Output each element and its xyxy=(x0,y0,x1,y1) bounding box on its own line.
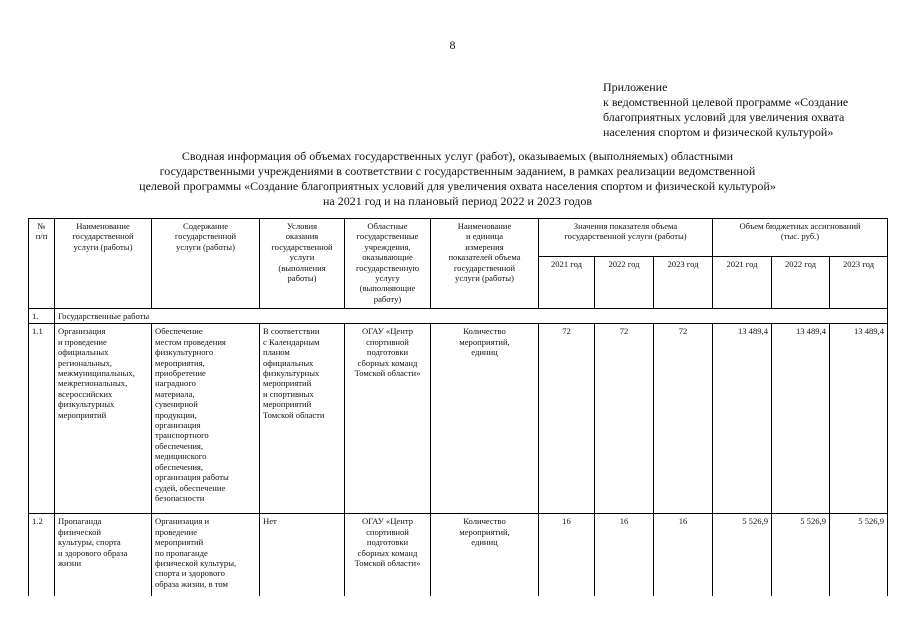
header-conditions: Условия оказания государственной услуги (выполнения работы) xyxy=(260,219,345,309)
row-value-2023: 16 xyxy=(654,514,713,596)
row-num: 1.1 xyxy=(29,324,55,514)
row-budget-2021: 5 526,9 xyxy=(713,514,772,596)
header-service-content: Содержание государственной услуги (работы) xyxy=(152,219,260,309)
section-row xyxy=(29,309,888,324)
row-budget-2022: 13 489,4 xyxy=(772,324,830,514)
header-values-group: Значения показателя объема государственной услуги (работы) xyxy=(539,219,713,257)
header-year: 2021 год xyxy=(713,257,772,309)
row-budget-2021: 13 489,4 xyxy=(713,324,772,514)
header-year: 2022 год xyxy=(772,257,830,309)
header-indicator: Наименование и единица измерения показателей объема государственной услуги (работы) xyxy=(431,219,539,309)
header-service-name: Наименование государственной услуги (работы) xyxy=(55,219,152,309)
appendix-note xyxy=(603,80,848,140)
header-institutions: Областные государственные учреждения, оказывающие государственную услугу (выполняющие работу) xyxy=(345,219,431,309)
row-indicator: Количество мероприятий, единиц xyxy=(431,514,539,596)
services-table xyxy=(28,218,888,596)
document-title xyxy=(40,149,875,209)
appendix-line: Приложение xyxy=(603,80,668,94)
row-budget-2023: 5 526,9 xyxy=(830,514,888,596)
header-year: 2023 год xyxy=(654,257,713,309)
row-value-2023: 72 xyxy=(654,324,713,514)
row-budget-2022: 5 526,9 xyxy=(772,514,830,596)
header-year: 2021 год xyxy=(539,257,595,309)
row-service-name: Пропаганда физической культуры, спорта и здорового образа жизни xyxy=(55,514,152,596)
title-line: на 2021 год и на плановый период 2022 и 2023 годов xyxy=(322,194,592,208)
row-value-2022: 72 xyxy=(595,324,654,514)
title-line: Сводная информация об объемах государственных услуг (работ), оказываемых (выполняемых) областными xyxy=(181,149,734,163)
row-service-content: Организация и проведение мероприятий по пропаганде физической культуры, спорта и здорового образа жизни, в том xyxy=(152,514,260,596)
row-service-content: Обеспечение местом проведения физкультурного мероприятия, приобретение наградного материала, сувенирной продукции, организация транспортного обеспечения, медицинского обеспечения, организация работы судей, обеспечение безопасности xyxy=(152,324,260,514)
row-value-2022: 16 xyxy=(595,514,654,596)
row-institution: ОГАУ «Центр спортивной подготовки сборных команд Томской области» xyxy=(345,514,431,596)
appendix-line: к ведомственной целевой программе «Создание xyxy=(603,95,849,109)
row-num: 1.2 xyxy=(29,514,55,596)
page-number: 8 xyxy=(449,38,456,52)
row-institution: ОГАУ «Центр спортивной подготовки сборных команд Томской области» xyxy=(345,324,431,514)
header-year: 2023 год xyxy=(830,257,888,309)
appendix-line: населения спортом и физической культурой» xyxy=(603,125,834,139)
header-budget-group: Объем бюджетных ассигнований (тыс. руб.) xyxy=(713,219,888,257)
section-label: Государственные работы xyxy=(55,309,888,324)
section-num: 1. xyxy=(29,309,55,324)
row-service-name: Организация и проведение официальных региональных, межмуниципальных, межрегиональных, всероссийских физкультурных мероприятий xyxy=(55,324,152,514)
header-num: № п/п xyxy=(29,219,55,309)
title-line: целевой программы «Создание благоприятных условий для увеличения охвата населения спортом и физической культурой» xyxy=(139,179,776,193)
row-budget-2023: 13 489,4 xyxy=(830,324,888,514)
row-value-2021: 72 xyxy=(539,324,595,514)
row-conditions: Нет xyxy=(260,514,345,596)
header-year: 2022 год xyxy=(595,257,654,309)
row-value-2021: 16 xyxy=(539,514,595,596)
table-row xyxy=(29,324,888,514)
table-row xyxy=(29,514,888,596)
appendix-line: благоприятных условий для увеличения охвата xyxy=(603,110,845,124)
row-conditions: В соответствии с Календарным планом официальных физкультурных мероприятий и спортивных мероприятий Томской области xyxy=(260,324,345,514)
row-indicator: Количество мероприятий, единиц xyxy=(431,324,539,514)
title-line: государственными учреждениями в соответствии с государственным заданием, в рамках реализации ведомственной xyxy=(159,164,756,178)
table-header-row xyxy=(29,219,888,257)
